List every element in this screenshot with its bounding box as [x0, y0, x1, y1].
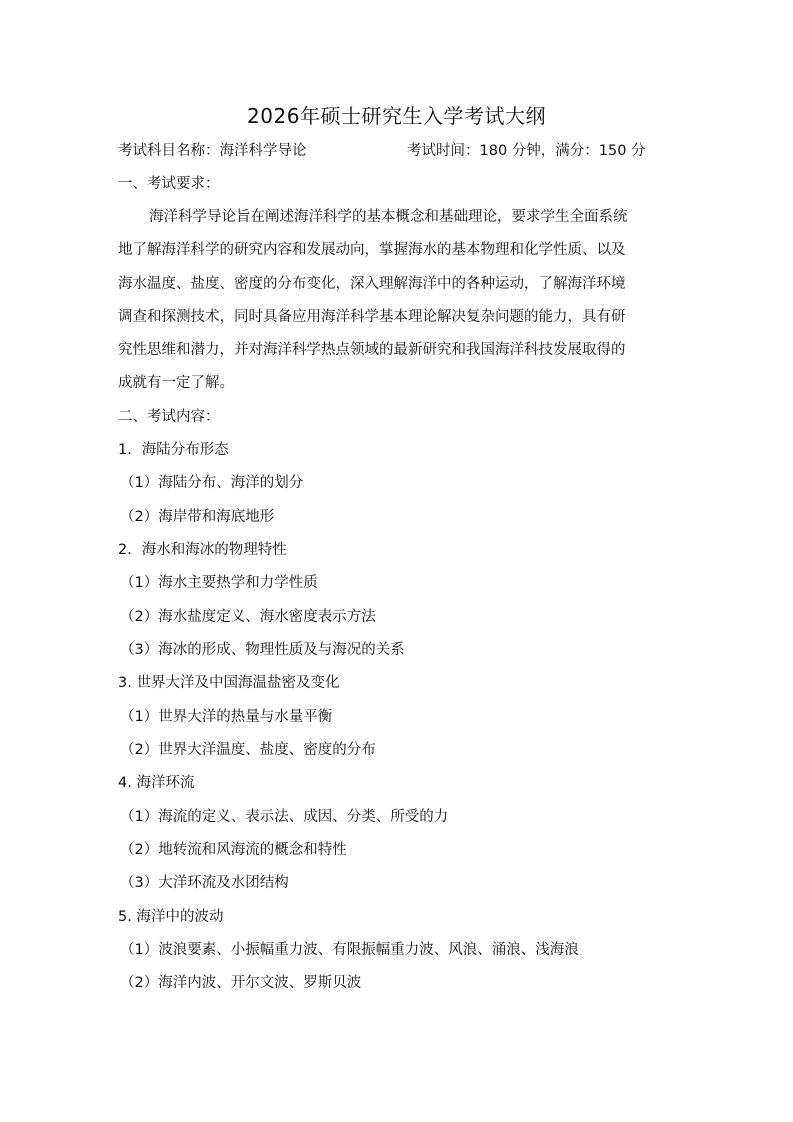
topic-item: （2）海水盐度定义、海水密度表示方法: [120, 609, 376, 625]
topic-item: （2）世界大洋温度、盐度、密度的分布: [120, 742, 376, 758]
topic-title: 4. 海洋环流: [118, 775, 195, 791]
topic-item: （2）地转流和风海流的概念和特性: [120, 842, 347, 858]
exam-subject: 考试科目名称：海洋科学导论: [118, 143, 307, 159]
section-heading-content: 二、考试内容：: [118, 409, 220, 425]
paragraph-line: 调查和探测技术，同时具备应用海洋科学基本理论解决复杂问题的能力，具有研: [118, 308, 626, 325]
topic-item: （3）大洋环流及水团结构: [120, 875, 289, 891]
topic-item: （1）海水主要热学和力学性质: [120, 575, 318, 591]
topic-title: 2．海水和海冰的物理特性: [118, 542, 287, 558]
topic-item: （2）海洋内波、开尔文波、罗斯贝波: [120, 975, 362, 991]
paragraph-line: 成就有一定了解。: [118, 375, 234, 392]
exam-time-score: 考试时间：180 分钟，满分：150 分: [407, 143, 646, 159]
topic-title: 5. 海洋中的波动: [118, 909, 224, 925]
paragraph-line: 究性思维和潜力，并对海洋科学热点领域的最新研究和我国海洋科技发展取得的: [118, 342, 626, 359]
paragraph-line: 海洋科学导论旨在阐述海洋科学的基本概念和基础理论，要求学生全面系统: [149, 209, 628, 225]
topic-item: （1）世界大洋的热量与水量平衡: [120, 709, 333, 725]
topic-item: （1）海陆分布、海洋的划分: [120, 475, 304, 491]
topic-title: 1．海陆分布形态: [118, 442, 229, 458]
paragraph-line: 海水温度、盐度、密度的分布变化，深入理解海洋中的各种运动，了解海洋环境: [118, 275, 626, 292]
document-title: 2026年硕士研究生入学考试大纲: [247, 104, 546, 128]
topic-title: 3. 世界大洋及中国海温盐密及变化: [118, 675, 340, 691]
topic-item: （3）海冰的形成、物理性质及与海况的关系: [120, 642, 405, 658]
topic-item: （2）海岸带和海底地形: [120, 509, 275, 525]
requirements-paragraph: [118, 201, 678, 401]
section-heading-requirements: 一、考试要求：: [118, 176, 220, 192]
paragraph-line: 地了解海洋科学的研究内容和发展动向，掌握海水的基本物理和化学性质、以及: [118, 242, 626, 259]
topic-item: （1）海流的定义、表示法、成因、分类、所受的力: [120, 809, 449, 825]
topic-item: （1）波浪要素、小振幅重力波、有限振幅重力波、风浪、涌浪、浅海浪: [120, 942, 579, 958]
